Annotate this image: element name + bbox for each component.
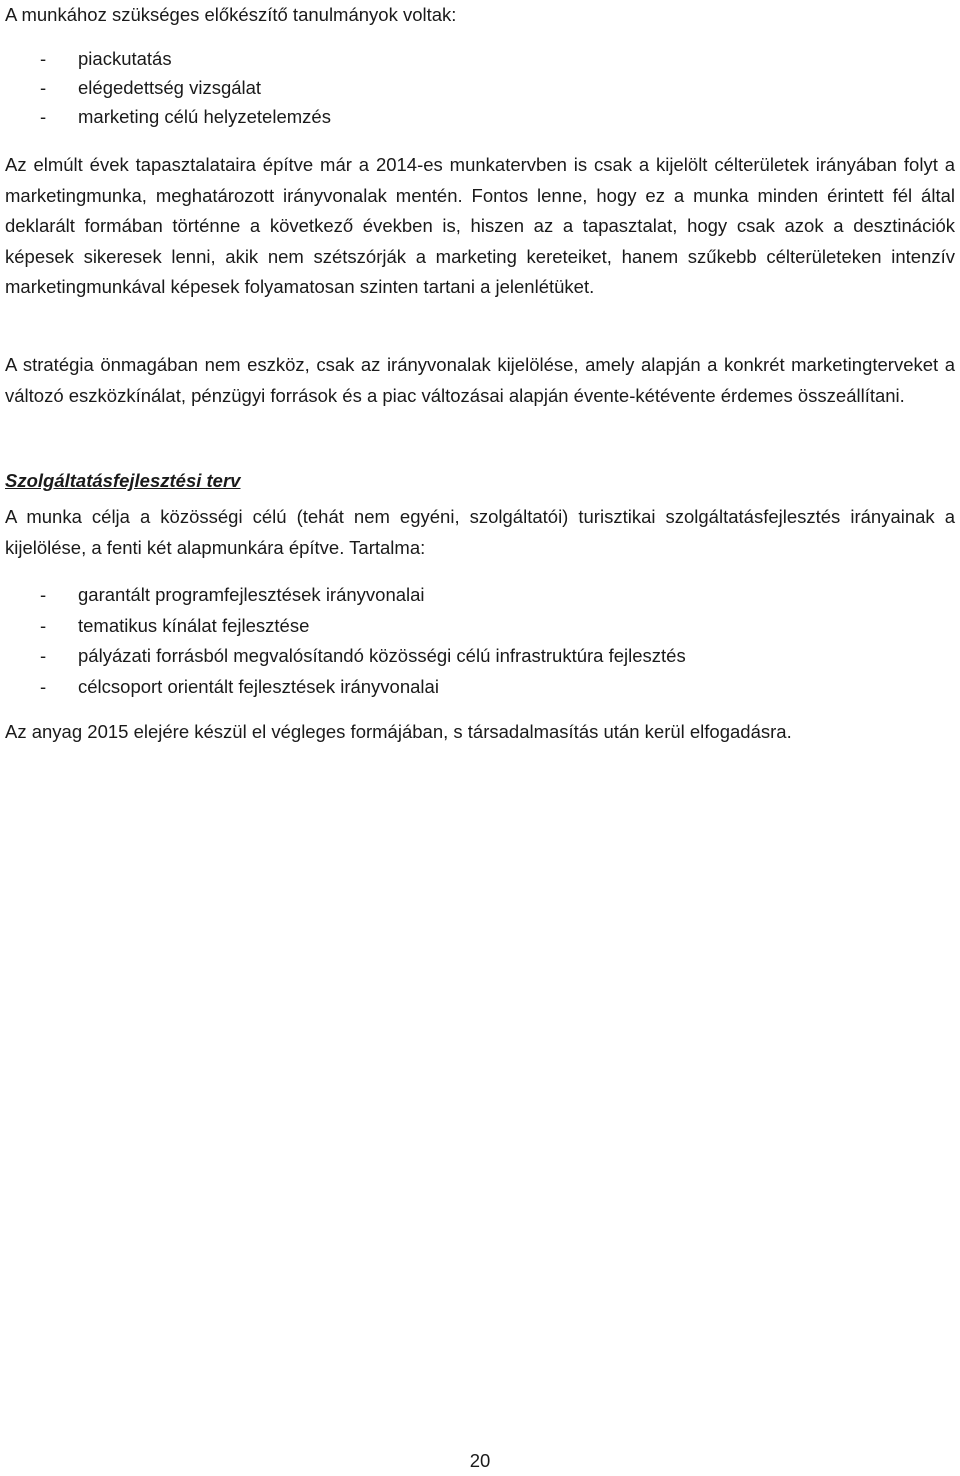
list-item bbox=[5, 580, 955, 611]
list-dash: - bbox=[40, 48, 47, 69]
list-item-text: célcsoport orientált fejlesztések irányvonalai bbox=[78, 675, 439, 697]
preparatory-studies-list bbox=[5, 44, 955, 131]
list-item-text: garantált programfejlesztések irányvonalai bbox=[78, 584, 425, 605]
list-item bbox=[5, 44, 955, 73]
list-dash: - bbox=[40, 645, 47, 666]
list-dash: - bbox=[40, 675, 47, 697]
list-item-text: pályázati forrásból megvalósítandó közösségi célú infrastruktúra fejlesztés bbox=[78, 645, 686, 666]
list-item-text: marketing célú helyzetelemzés bbox=[78, 106, 331, 127]
paragraph-marketing: Az elmúlt évek tapasztalataira építve már a 2014-es munkatervben is csak a kijelölt célterületek irányában folyt a marketingmunka, meghatározott irányvonalak mentén. Fontos lenne, hogy ez a munka minden érintett fél által deklarált formában történne a következő években is, hiszen az a tapasztalat, hogy csak azok a desztinációk képesek sikeresek lenni, akik nem szétszórják a marketing kereteiket, hanem szűkebb célterületeken intenzív marketingmunkával képesek folyamatosan szinten tartani a jelenlétüket. bbox=[5, 154, 955, 297]
list-dash: - bbox=[40, 77, 47, 98]
paragraph-strategy: A stratégia önmagában nem eszköz, csak az irányvonalak kijelölése, amely alapján a konkrét marketingterveket a változó eszközkínálat, pénzügyi források és a piac változásai alapján évente-kétévente érdemes összeállítani. bbox=[5, 354, 955, 406]
list-item bbox=[5, 611, 955, 642]
paragraph-service-development: A munka célja a közösségi célú (tehát nem egyéni, szolgáltatói) turisztikai szolgáltatásfejlesztés irányainak a kijelölése, a fenti két alapmunkára építve. Tartalma: bbox=[5, 506, 955, 558]
list-item-text: elégedettség vizsgálat bbox=[78, 77, 262, 98]
list-item bbox=[5, 102, 955, 131]
section-heading: Szolgáltatásfejlesztési terv bbox=[5, 470, 241, 491]
intro-text: A munkához szükséges előkészítő tanulmányok voltak: bbox=[5, 4, 457, 25]
list-item bbox=[5, 672, 955, 703]
list-dash: - bbox=[40, 584, 47, 605]
list-item bbox=[5, 73, 955, 102]
closing-text: Az anyag 2015 elejére készül el végleges formájában, s társadalmasítás után kerül elfogadásra. bbox=[5, 721, 792, 742]
list-dash: - bbox=[40, 614, 47, 636]
service-development-list bbox=[5, 580, 955, 702]
list-item-text: tematikus kínálat fejlesztése bbox=[78, 614, 310, 636]
list-item bbox=[5, 641, 955, 672]
list-item-text: piackutatás bbox=[78, 48, 172, 69]
page-number: 20 bbox=[469, 1450, 491, 1471]
list-dash: - bbox=[40, 106, 47, 127]
